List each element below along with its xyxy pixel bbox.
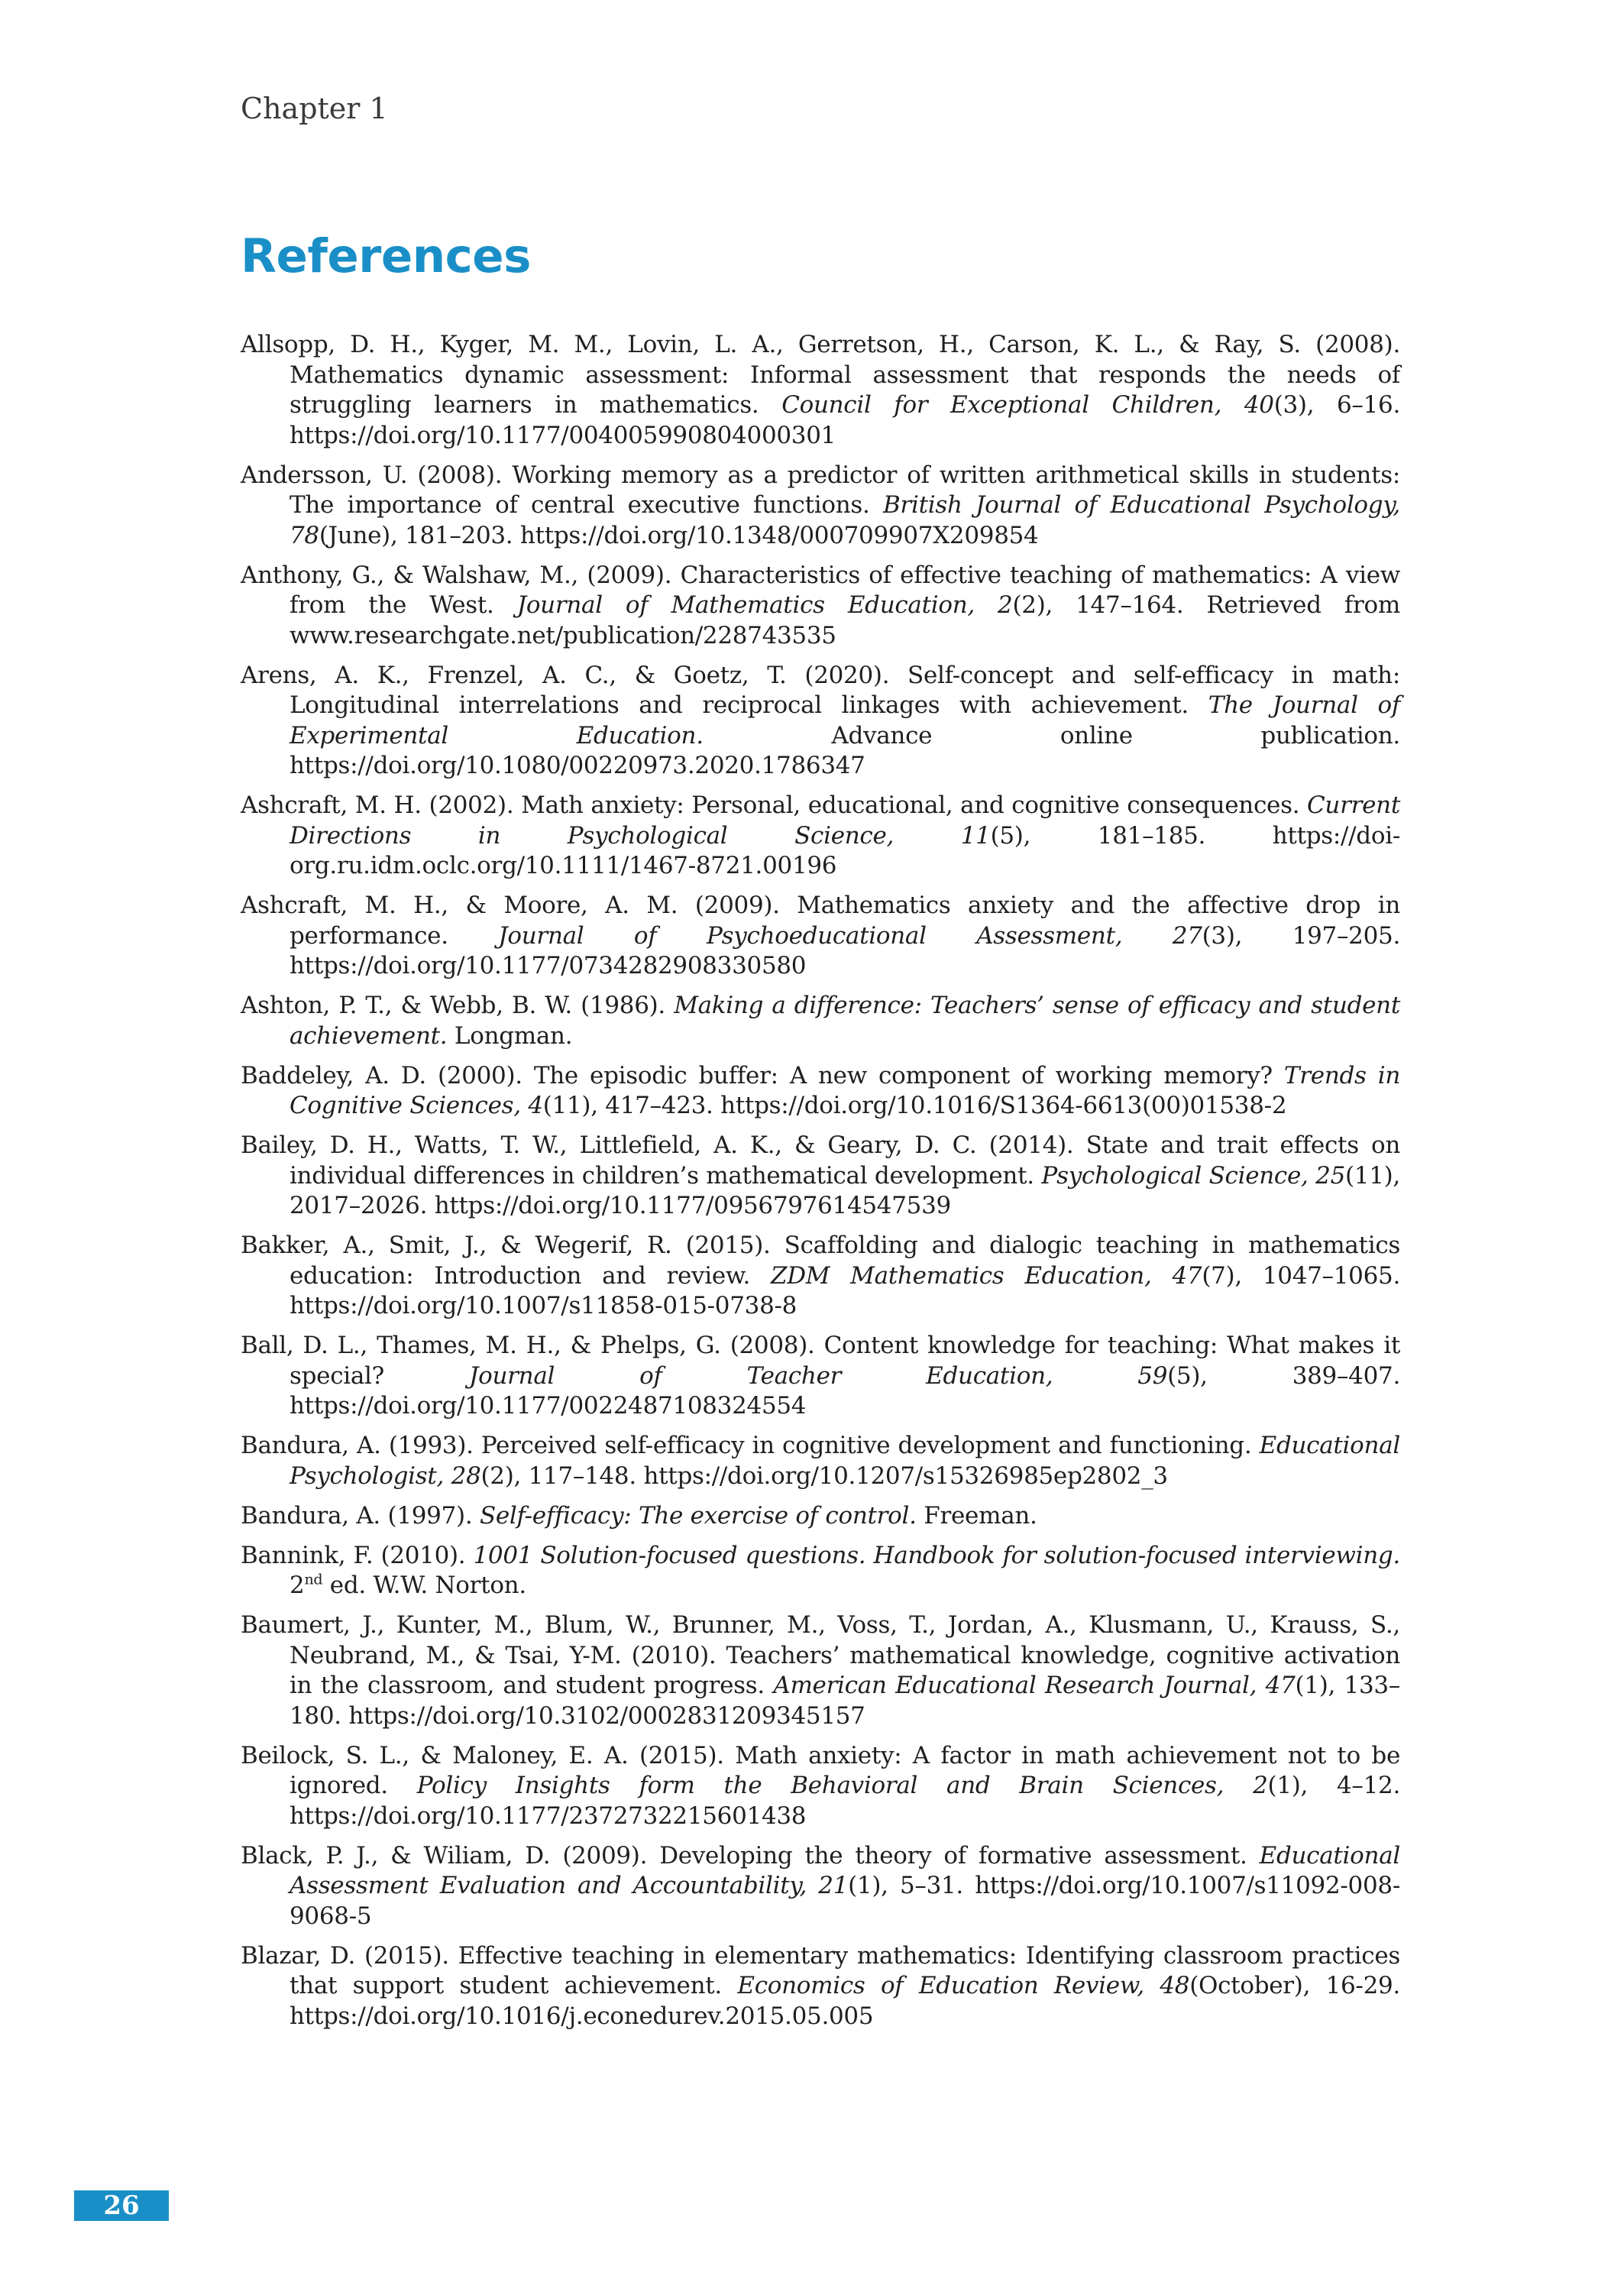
reference-ital: ZDM Mathematics Education, 47 — [770, 1261, 1202, 1290]
reference-pre: Bandura, A. (1997). — [241, 1501, 480, 1530]
reference-ital: Journal of Teacher Education, 59 — [469, 1361, 1168, 1390]
reference-entry — [241, 791, 1400, 882]
reference-pre: Black, P. J., & Wiliam, D. (2009). Developing the theory of formative assessment. — [241, 1841, 1260, 1870]
reference-entry — [241, 330, 1400, 451]
reference-entry — [241, 1501, 1400, 1532]
reference-post: (2), 117–148. https://doi.org/10.1207/s15326985ep2802_3 — [480, 1462, 1168, 1490]
reference-post: Longman. — [447, 1021, 573, 1050]
reference-pre: Ball, D. L., Thames, M. H., & Phelps, G. (2008). Content knowledge for teaching: What makes it special? — [241, 1332, 1400, 1390]
reference-pre: Bakker, A., Smit, J., & Wegerif, R. (2015). Scaffolding and dialogic teaching in mathematics education: Introduction and review. — [241, 1232, 1400, 1290]
page-number: 26 — [74, 2190, 169, 2221]
reference-ital: Economics of Education Review, 48 — [737, 1972, 1190, 1999]
reference-entry — [241, 1061, 1400, 1122]
reference-ital: Journal of Psychoeducational Assessment, 27 — [498, 921, 1202, 950]
reference-ital: 1001 Solution-focused questions. Handbook for solution-focused interviewing. — [473, 1541, 1400, 1569]
reference-post: Advance online publication. https://doi.org/10.1080/00220973.2020.1786347 — [290, 721, 1400, 779]
reference-pre: Andersson, U. (2008). Working memory as a predictor of written arithmetical skills in students: The importance of central executive functions. — [241, 461, 1400, 519]
reference-entry — [241, 1841, 1400, 1932]
reference-pre: Bandura, A. (1993). Perceived self-efficacy in cognitive development and functioning. — [241, 1432, 1260, 1459]
reference-post: (1), 5–31. https://doi.org/10.1007/s11092-008-9068-5 — [290, 1872, 1400, 1930]
reference-pre: Ashcraft, M. H., & Moore, A. M. (2009). Mathematics anxiety and the affective drop in performance. — [241, 892, 1400, 950]
reference-entry — [241, 561, 1400, 652]
reference-entry — [241, 991, 1400, 1051]
reference-pre: Blazar, D. (2015). Effective teaching in elementary mathematics: Identifying classroom practices that support student achievement. — [241, 1941, 1400, 1999]
reference-post: (7), 1047–1065. https://doi.org/10.1007/s11858-015-0738-8 — [290, 1261, 1400, 1319]
reference-ital: Policy Insights form the Behavioral and Brain Sciences, 2 — [416, 1772, 1268, 1799]
section-title: References — [241, 229, 531, 283]
reference-pre: Arens, A. K., Frenzel, A. C., & Goetz, T. (2020). Self-concept and self-efficacy in math: Longitudinal interrelations and reciprocal linkages with achievement. — [241, 661, 1400, 719]
reference-post: (1), 4–12. https://doi.org/10.1177/2372732215601438 — [290, 1772, 1400, 1830]
reference-list — [241, 330, 1400, 2041]
reference-ital: American Educational Research Journal, 47 — [773, 1672, 1296, 1699]
reference-post: (5), 389–407. https://doi.org/10.1177/0022487108324554 — [290, 1361, 1400, 1420]
reference-entry — [241, 1131, 1400, 1222]
reference-entry — [241, 1541, 1400, 1601]
reference-sup: nd — [304, 1571, 323, 1588]
reference-pre: Baumert, J., Kunter, M., Blum, W., Brunner, M., Voss, T., Jordan, A., Klusmann, U., Krauss, S., Neubrand, M., & Tsai, Y-M. (2010). Teachers’ mathematical knowledge, cognitive activation in the classroom, and student progress. — [241, 1611, 1400, 1699]
reference-ital: The Journal of Experimental Education. — [290, 691, 1401, 749]
reference-ital: Making a difference: Teachers’ sense of efficacy and student achievement. — [290, 992, 1400, 1050]
reference-ital: Council for Exceptional Children, 40 — [781, 391, 1274, 419]
reference-post: (3), 197–205. https://doi.org/10.1177/0734282908330580 — [290, 921, 1401, 979]
reference-post: (2), 147–164. Retrieved from www.researchgate.net/publication/228743535 — [290, 591, 1400, 649]
reference-entry — [241, 1331, 1400, 1422]
reference-entry — [241, 661, 1400, 782]
reference-post: (3), 6–16. https://doi.org/10.1177/004005990804000301 — [290, 391, 1400, 449]
reference-ital: Self-efficacy: The exercise of control. — [479, 1501, 917, 1530]
reference-pre: Allsopp, D. H., Kyger, M. M., Lovin, L. A., Gerretson, H., Carson, K. L., & Ray, S. (2008). Mathematics dynamic assessment: Informal assessment that responds the needs of struggling learners in mathematics. — [241, 331, 1400, 419]
reference-pre: Bannink, F. (2010). — [241, 1541, 474, 1569]
reference-post: (11), 2017–2026. https://doi.org/10.1177/0956797614547539 — [290, 1161, 1400, 1219]
reference-ital: Journal of Mathematics Education, 2 — [516, 591, 1013, 619]
reference-post2: ed. W.W. Norton. — [322, 1572, 526, 1599]
reference-ital: Educational Psychologist, 28 — [290, 1432, 1400, 1490]
reference-pre: Ashcraft, M. H. (2002). Math anxiety: Personal, educational, and cognitive consequences. — [241, 792, 1307, 819]
reference-pre: Anthony, G., & Walshaw, M., (2009). Characteristics of effective teaching of mathematics: A view from the West. — [241, 561, 1400, 619]
reference-post: (5), 181–185. https://doi-org.ru.idm.oclc.org/10.1111/1467-8721.00196 — [290, 821, 1401, 879]
reference-entry — [241, 1611, 1400, 1731]
reference-ital: British Journal of Educational Psychology, 78 — [290, 491, 1400, 549]
reference-post: (1), 133–180. https://doi.org/10.3102/0002831209345157 — [290, 1672, 1400, 1730]
reference-entry — [241, 1231, 1400, 1322]
reference-entry — [241, 461, 1400, 552]
reference-pre: Bailey, D. H., Watts, T. W., Littlefield, A. K., & Geary, D. C. (2014). State and trait effects on individual differences in children’s mathematical development. — [241, 1131, 1400, 1190]
reference-post: (June), 181–203. https://doi.org/10.1348/000709907X209854 — [319, 521, 1039, 549]
reference-post: (October), 16-29. https://doi.org/10.1016/j.econedurev.2015.05.005 — [290, 1972, 1400, 2030]
reference-post: (11), 417–423. https://doi.org/10.1016/S1364-6613(00)01538-2 — [542, 1092, 1287, 1119]
reference-entry — [241, 1741, 1400, 1832]
running-head: Chapter 1 — [241, 92, 388, 125]
reference-ital: Current Directions in Psychological Science, 11 — [290, 792, 1400, 850]
reference-entry — [241, 1941, 1400, 2032]
reference-ital: Trends in Cognitive Sciences, 4 — [290, 1061, 1401, 1119]
reference-pre: Beilock, S. L., & Maloney, E. A. (2015). Math anxiety: A factor in math achievement not to be ignored. — [241, 1741, 1400, 1799]
reference-entry — [241, 1431, 1400, 1491]
reference-entry — [241, 891, 1400, 982]
reference-post: Freeman. — [916, 1501, 1037, 1530]
reference-post: 2 — [290, 1572, 305, 1599]
reference-pre: Ashton, P. T., & Webb, B. W. (1986). — [241, 992, 675, 1019]
reference-ital: Educational Assessment Evaluation and Accountability, 21 — [290, 1841, 1400, 1899]
reference-ital: Psychological Science, 25 — [1041, 1161, 1345, 1190]
reference-pre: Baddeley, A. D. (2000). The episodic buffer: A new component of working memory? — [241, 1061, 1284, 1089]
